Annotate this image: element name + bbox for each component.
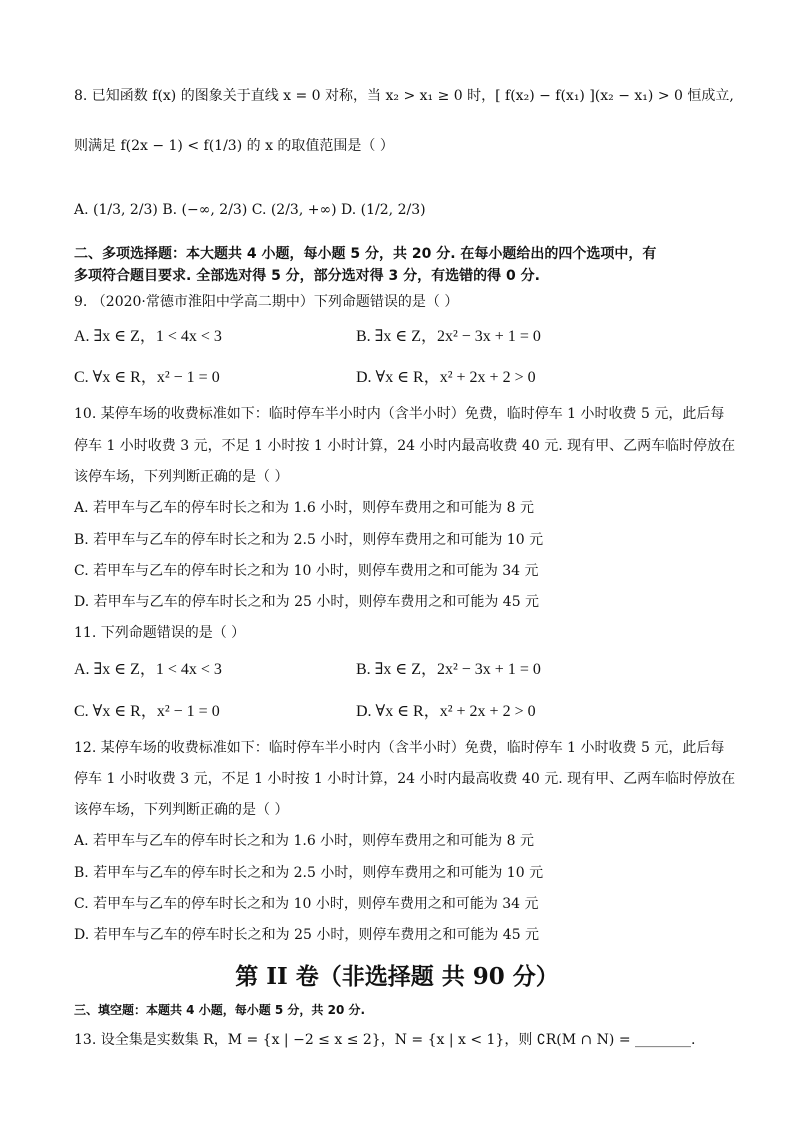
section3-header: 三、填空题：本题共 4 小题，每小题 5 分，共 20 分.: [74, 1003, 366, 1017]
q10-option-a: A. 若甲车与乙车的停车时长之和为 1.6 小时，则停车费用之和可能为 8 元: [74, 500, 534, 516]
q8-options: A. (1/3, 2/3) B. (−∞, 2/3) C. (2/3, +∞) D. (1/2, 2/3): [74, 202, 426, 218]
q8-stem-line2: 则满足 f(2x − 1) < f(1/3) 的 x 的取值范围是（ ）: [74, 138, 394, 154]
section2-header-line1: 二、多项选择题：本大题共 4 小题，每小题 5 分，共 20 分. 在每小题给出的四个选项中，有: [74, 246, 657, 262]
q13-stem: 13. 设全集是实数集 R，M = {x | −2 ≤ x ≤ 2}，N = {x | x < 1}，则 ∁R(M ∩ N) = ________.: [74, 1032, 696, 1048]
q10-option-d: D. 若甲车与乙车的停车时长之和为 25 小时，则停车费用之和可能为 45 元: [74, 594, 540, 610]
q12-stem-line3: 该停车场，下列判断正确的是（ ）: [74, 802, 289, 818]
q11-option-c: C. ∀x ∈ R，x² − 1 = 0: [74, 703, 220, 720]
q12-option-d: D. 若甲车与乙车的停车时长之和为 25 小时，则停车费用之和可能为 45 元: [74, 927, 540, 943]
part2-title: 第 II 卷（非选择题 共 90 分）: [235, 963, 559, 990]
section2-header-line2: 多项符合题目要求. 全部选对得 5 分，部分选对得 3 分，有选错的得 0 分.: [74, 268, 540, 284]
q12-option-b: B. 若甲车与乙车的停车时长之和为 2.5 小时，则停车费用之和可能为 10 元: [74, 865, 544, 881]
q10-option-b: B. 若甲车与乙车的停车时长之和为 2.5 小时，则停车费用之和可能为 10 元: [74, 532, 544, 548]
q11-stem: 11. 下列命题错误的是（ ）: [74, 625, 246, 641]
q10-stem-line3: 该停车场，下列判断正确的是（ ）: [74, 469, 289, 485]
q9-option-d: D. ∀x ∈ R，x² + 2x + 2 > 0: [356, 369, 536, 386]
q11-option-b: B. ∃x ∈ Z，2x² − 3x + 1 = 0: [356, 661, 541, 678]
q12-stem-line1: 12. 某停车场的收费标准如下：临时停车半小时内（含半小时）免费，临时停车 1 小时收费 5 元，此后每: [74, 740, 725, 756]
q9-option-c: C. ∀x ∈ R，x² − 1 = 0: [74, 369, 220, 386]
q12-stem-line2: 停车 1 小时收费 3 元，不足 1 小时按 1 小时计算，24 小时内最高收费 40 元. 现有甲、乙两车临时停放在: [74, 771, 736, 787]
q10-stem-line1: 10. 某停车场的收费标准如下：临时停车半小时内（含半小时）免费，临时停车 1 小时收费 5 元，此后每: [74, 406, 725, 422]
q12-option-c: C. 若甲车与乙车的停车时长之和为 10 小时，则停车费用之和可能为 34 元: [74, 896, 539, 912]
q11-option-a: A. ∃x ∈ Z，1 < 4x < 3: [74, 661, 222, 678]
q10-stem-line2: 停车 1 小时收费 3 元，不足 1 小时按 1 小时计算，24 小时内最高收费 40 元. 现有甲、乙两车临时停放在: [74, 438, 736, 454]
q9-option-b: B. ∃x ∈ Z，2x² − 3x + 1 = 0: [356, 328, 541, 345]
q10-option-c: C. 若甲车与乙车的停车时长之和为 10 小时，则停车费用之和可能为 34 元: [74, 563, 539, 579]
q8-stem-line1: 8. 已知函数 f(x) 的图象关于直线 x = 0 对称，当 x₂ > x₁ ≥ 0 时，[ f(x₂) − f(x₁) ](x₂ − x₁) > 0 恒成立,: [74, 88, 734, 104]
q9-stem: 9. （2020·常德市淮阳中学高二期中）下列命题错误的是（ ）: [74, 294, 459, 310]
q11-option-d: D. ∀x ∈ R，x² + 2x + 2 > 0: [356, 703, 536, 720]
q9-option-a: A. ∃x ∈ Z，1 < 4x < 3: [74, 328, 222, 345]
q12-option-a: A. 若甲车与乙车的停车时长之和为 1.6 小时，则停车费用之和可能为 8 元: [74, 833, 534, 849]
